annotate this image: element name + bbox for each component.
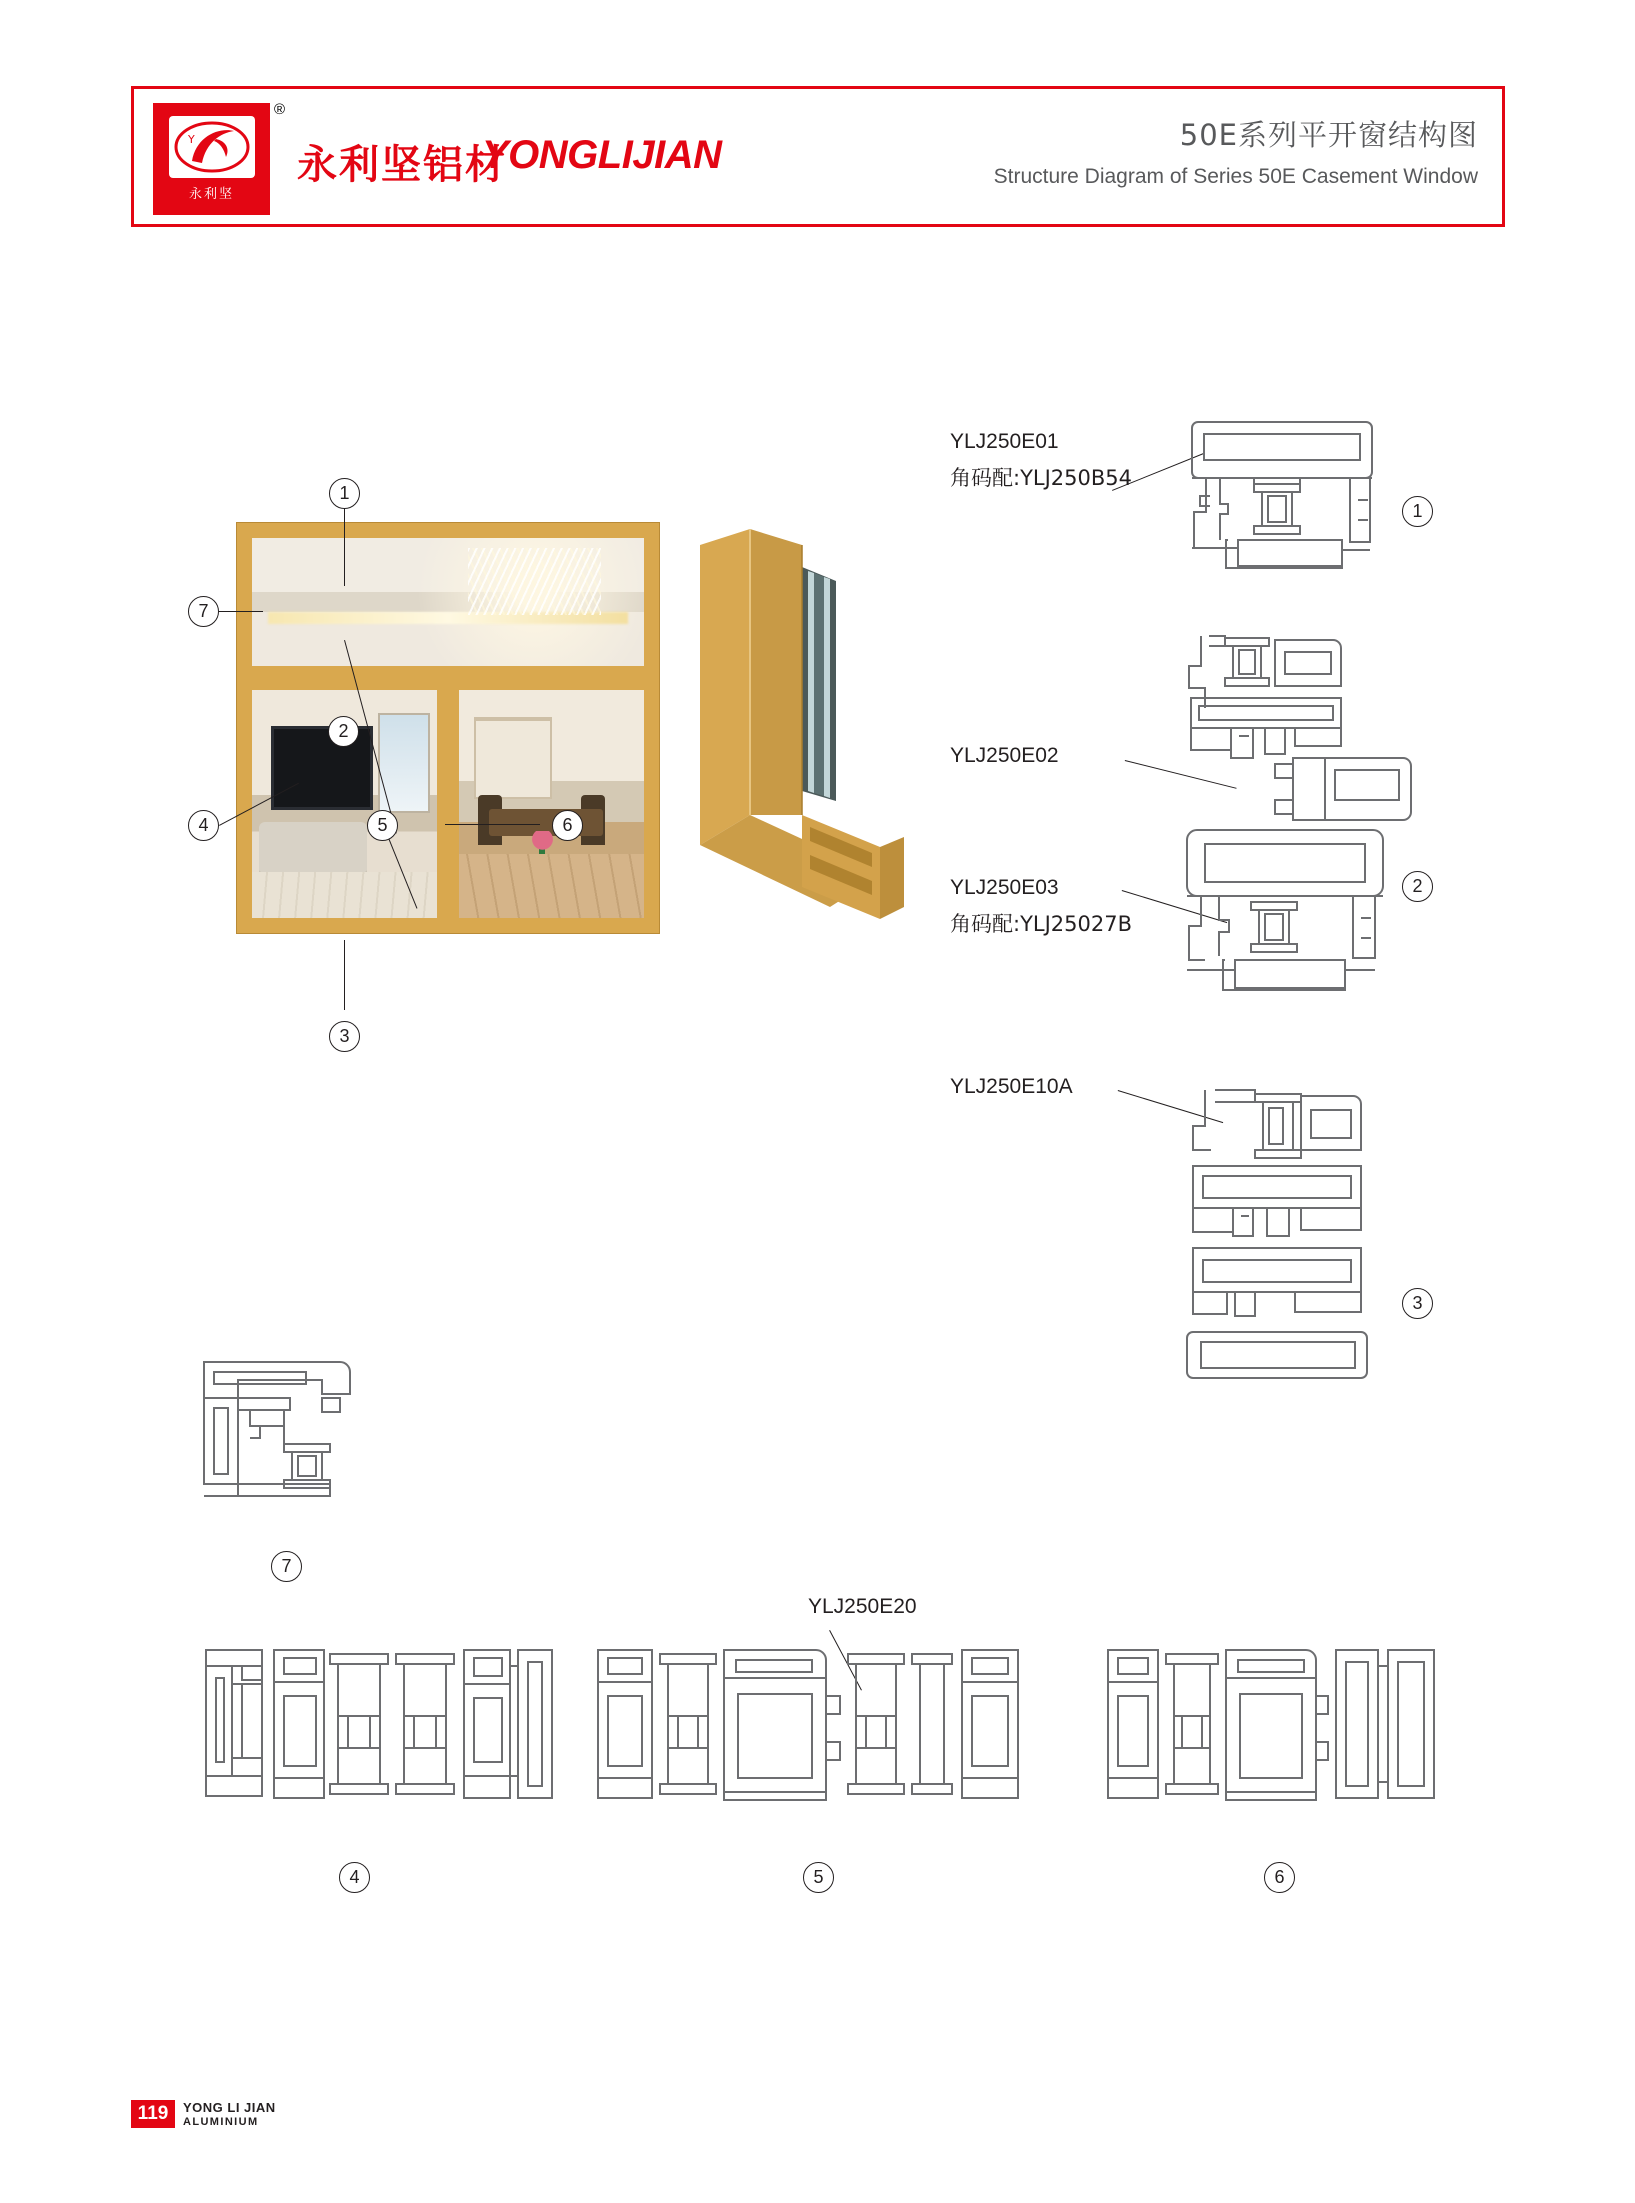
brand-logo-icon bbox=[169, 116, 255, 178]
profile-section-2 bbox=[1175, 630, 1425, 1050]
brand-name-cn: 永利坚铝材 bbox=[297, 142, 507, 188]
callout-3[interactable]: 3 bbox=[329, 1021, 360, 1052]
label-ylj250e20: YLJ250E20 bbox=[808, 1595, 917, 1618]
page-number-badge: 119 bbox=[131, 2100, 175, 2128]
leader-line-3 bbox=[344, 940, 345, 1010]
profile-section-1 bbox=[1180, 400, 1400, 600]
profile-number-2[interactable]: 2 bbox=[1402, 871, 1433, 902]
profile-number-7[interactable]: 7 bbox=[271, 1551, 302, 1582]
label-ylj250e01-corner-code: 角码配:YLJ250B54 bbox=[950, 466, 1133, 490]
window-pane-bottom-right bbox=[459, 690, 644, 918]
label-ylj250e02: YLJ250E02 bbox=[950, 744, 1059, 767]
brand-name-en: YONGLIJIAN bbox=[482, 133, 722, 177]
logo bbox=[153, 103, 270, 215]
profile-section-6 bbox=[1100, 1636, 1450, 1836]
profile-number-1[interactable]: 1 bbox=[1402, 496, 1433, 527]
label-ylj250e03-corner-code: 角码配:YLJ25027B bbox=[950, 912, 1133, 936]
leader-line-7 bbox=[219, 611, 263, 612]
label-ylj250e03: YLJ250E03 bbox=[950, 876, 1059, 899]
label-ylj250e10a: YLJ250E10A bbox=[950, 1075, 1073, 1098]
window-mullion-horizontal bbox=[252, 666, 644, 690]
logo-subtitle: 永利坚 bbox=[188, 187, 234, 202]
callout-7[interactable]: 7 bbox=[188, 596, 219, 627]
profile-number-5[interactable]: 5 bbox=[803, 1862, 834, 1893]
label-ylj250e01: YLJ250E01 bbox=[950, 430, 1059, 453]
profile-section-4 bbox=[196, 1636, 566, 1836]
footer-brand-line-2: ALUMINIUM bbox=[183, 2116, 259, 2128]
window-pane-top bbox=[252, 538, 644, 666]
page-header bbox=[131, 86, 1505, 227]
page-title-en: Structure Diagram of Series 50E Casement Window bbox=[993, 165, 1478, 188]
leader-line-1 bbox=[344, 508, 345, 586]
window-corner-3d-render bbox=[690, 515, 940, 935]
window-mullion-vertical bbox=[437, 690, 459, 918]
svg-text:Y: Y bbox=[187, 133, 195, 146]
page-title-cn: 50E系列平开窗结构图 bbox=[1179, 118, 1478, 152]
callout-2[interactable]: 2 bbox=[328, 716, 359, 747]
casement-window-photo bbox=[236, 522, 660, 934]
profile-number-6[interactable]: 6 bbox=[1264, 1862, 1295, 1893]
leader-line-6 bbox=[445, 824, 540, 825]
profile-section-3 bbox=[1175, 1080, 1425, 1420]
callout-5[interactable]: 5 bbox=[367, 810, 398, 841]
callout-6[interactable]: 6 bbox=[552, 810, 583, 841]
profile-section-7 bbox=[190, 1352, 420, 1532]
profile-number-3[interactable]: 3 bbox=[1402, 1288, 1433, 1319]
profile-number-4[interactable]: 4 bbox=[339, 1862, 370, 1893]
profile-section-5 bbox=[590, 1636, 1030, 1836]
registered-trademark-icon: ® bbox=[274, 101, 286, 118]
callout-4[interactable]: 4 bbox=[188, 810, 219, 841]
callout-1[interactable]: 1 bbox=[329, 478, 360, 509]
footer-brand-line-1: YONG LI JIAN bbox=[183, 2100, 276, 2115]
